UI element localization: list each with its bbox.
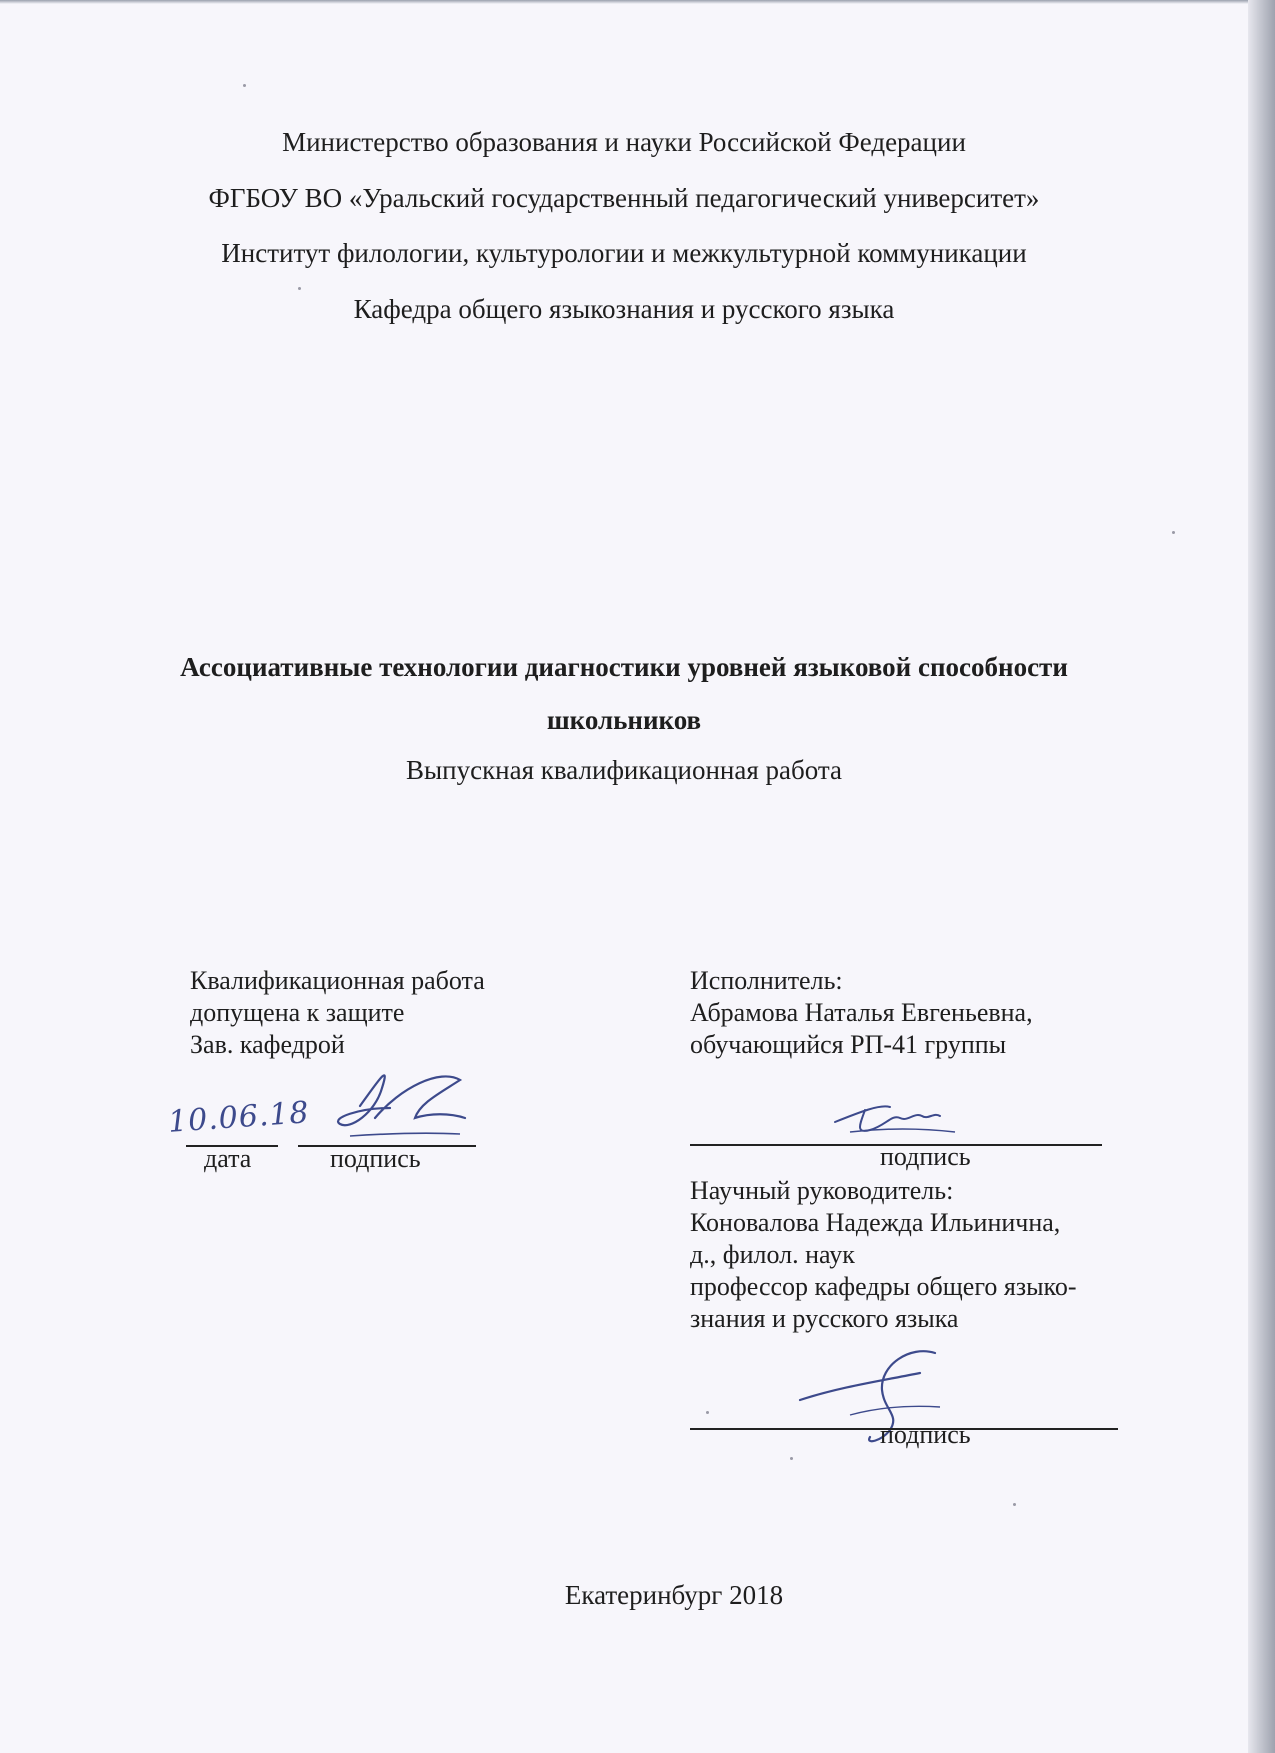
supervisor-name: Коновалова Надежда Ильинична, (690, 1208, 1061, 1237)
executor-group: обучающийся РП-41 группы (690, 1030, 1007, 1059)
scan-speck (1013, 1503, 1016, 1506)
supervisor-label: Научный руководитель: (690, 1176, 954, 1205)
scan-right-edge (1248, 0, 1275, 1753)
scan-top-edge (0, 0, 1248, 4)
head-signature-caption: подпись (330, 1144, 421, 1173)
supervisor-position-line2: знания и русского языка (690, 1304, 959, 1333)
date-caption: дата (204, 1144, 252, 1173)
city-year: Екатеринбург 2018 (564, 1580, 784, 1610)
admission-block (190, 965, 485, 1061)
supervisor-block (690, 1175, 1077, 1335)
admission-line2: допущена к защите (190, 998, 405, 1027)
thesis-title-line2: школьников (546, 705, 702, 735)
university-line: ФГБОУ ВО «Уральский государственный педагогический университет» (208, 183, 1040, 213)
scan-speck (298, 287, 301, 290)
admission-line1: Квалификационная работа (190, 966, 485, 995)
executor-name: Абрамова Наталья Евгеньевна, (690, 998, 1033, 1027)
ministry-line: Министерство образования и науки Российской Федерации (282, 127, 966, 157)
supervisor-signature-caption: подпись (880, 1420, 971, 1449)
supervisor-position-line1: профессор кафедры общего языко- (690, 1272, 1077, 1301)
thesis-title-line1: Ассоциативные технологии диагностики уровней языковой способности (180, 652, 1068, 682)
executor-signature-caption: подпись (880, 1142, 971, 1171)
scan-speck (243, 84, 246, 87)
scan-speck (790, 1457, 793, 1460)
institute-line: Институт филологии, культурологии и межкультурной коммуникации (221, 238, 1027, 268)
scan-speck (1172, 531, 1175, 534)
thesis-subtitle: Выпускная квалификационная работа (405, 755, 843, 785)
admission-line3: Зав. кафедрой (190, 1030, 345, 1059)
scan-speck (706, 1411, 709, 1414)
executor-block (690, 965, 1033, 1061)
handwritten-date: 10.06.18 (166, 1095, 311, 1140)
department-line: Кафедра общего языкознания и русского языка (353, 294, 895, 324)
executor-label: Исполнитель: (690, 966, 843, 995)
head-signature-image (320, 1058, 470, 1148)
supervisor-degree: д., филол. наук (690, 1240, 855, 1269)
